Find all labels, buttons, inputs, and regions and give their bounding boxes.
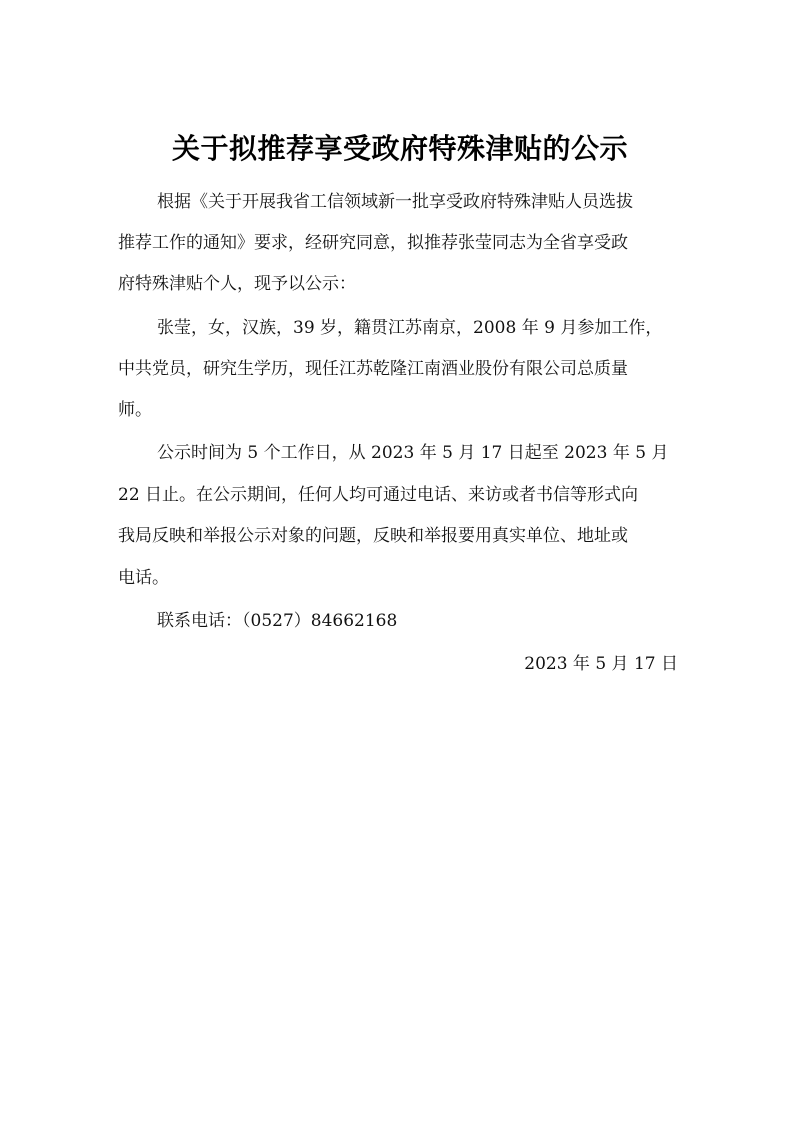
page-title: 关于拟推荐享受政府特殊津贴的公示 — [171, 132, 628, 165]
paragraph-candidate-line-1: 张莹，女，汉族，39 岁，籍贯江苏南京，2008 年 9 月参加工作， — [157, 318, 663, 338]
paragraph-period-line-3: 我局反映和举报公示对象的问题，反映和举报要用真实单位、地址或 — [118, 526, 628, 546]
paragraph-basis-line-3: 府特殊津贴个人，现予以公示： — [118, 274, 356, 294]
paragraph-candidate-line-2: 中共党员，研究生学历，现任江苏乾隆江南酒业股份有限公司总质量 — [118, 359, 628, 379]
publication-date: 2023 年 5 月 17 日 — [524, 654, 678, 674]
paragraph-basis-line-2: 推荐工作的通知》要求，经研究同意，拟推荐张莹同志为全省享受政 — [118, 233, 628, 253]
paragraph-candidate-line-3: 师。 — [118, 400, 152, 420]
paragraph-period-line-2: 22 日止。在公示期间，任何人均可通过电话、来访或者书信等形式向 — [118, 485, 639, 505]
paragraph-period-line-1: 公示时间为 5 个工作日，从 2023 年 5 月 17 日起至 2023 年 5 月 — [157, 443, 669, 463]
paragraph-period-line-4: 电话。 — [118, 568, 169, 588]
paragraph-basis-line-1: 根据《关于开展我省工信领域新一批享受政府特殊津贴人员选拔 — [157, 192, 633, 212]
contact-phone: 联系电话：（0527）84662168 — [157, 611, 398, 631]
